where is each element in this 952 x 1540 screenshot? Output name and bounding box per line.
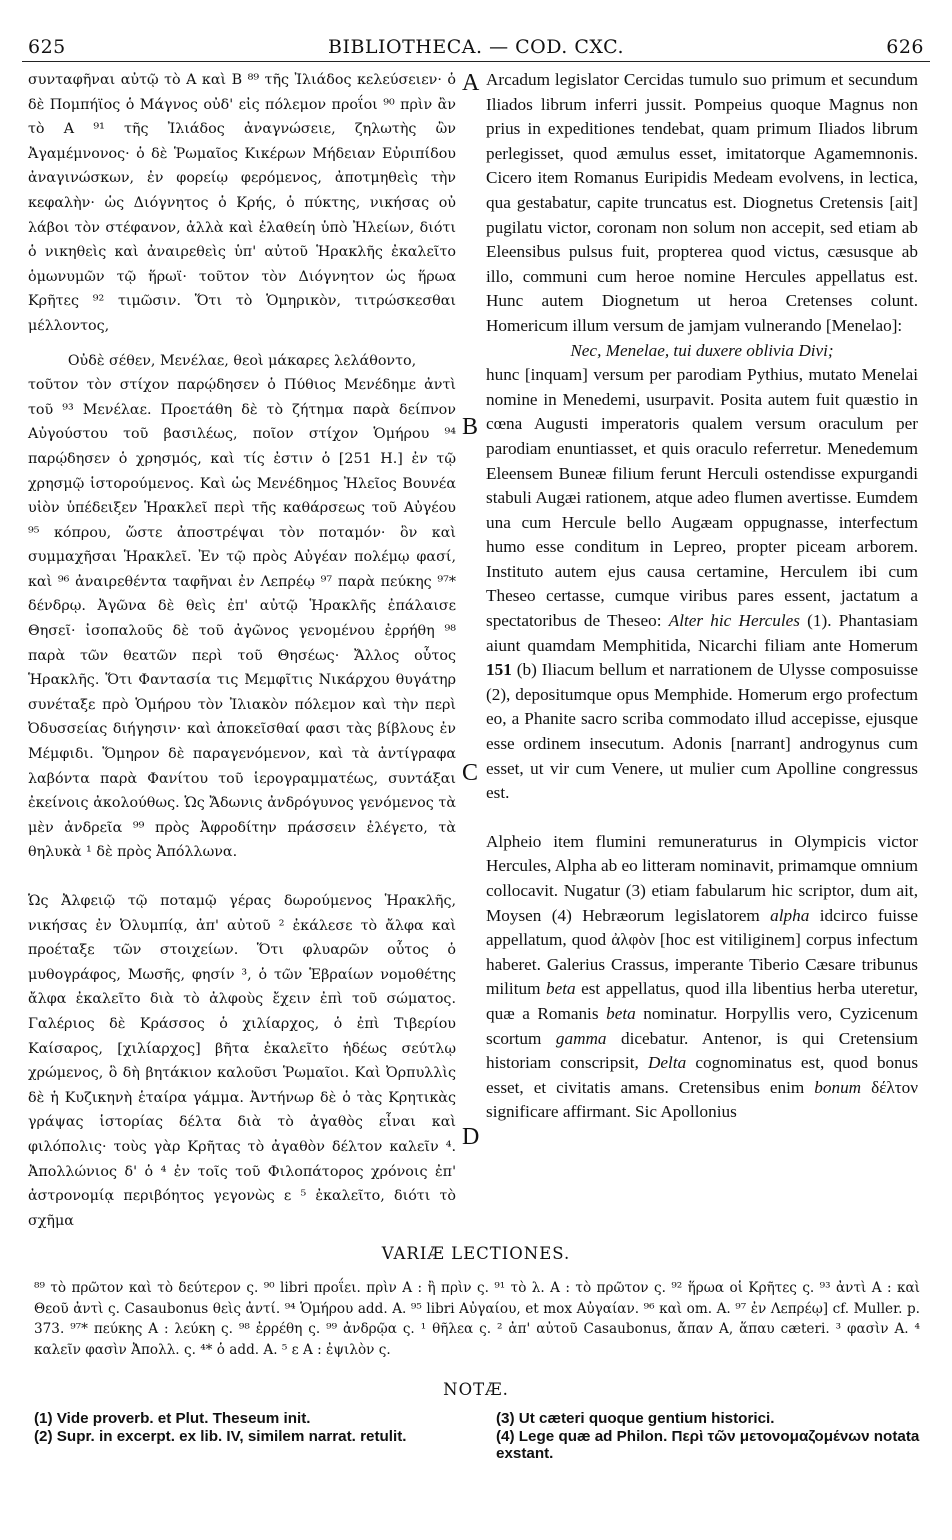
- greek-column: [28, 68, 456, 1233]
- page-number-left: 625: [28, 36, 66, 58]
- note-3: (3) Ut cæteri quoque gentium historici.: [496, 1410, 775, 1427]
- latin-text: (1). Phantasiam aiunt quamdam Memphitida, Nicarchi filiam ante Homerum: [486, 611, 918, 655]
- running-title: BIBLIOTHECA. — COD. CXC.: [328, 36, 624, 58]
- latin-paragraph-1: Arcadum legislator Cercidas tumulo suo primum et secundum Iliados librum inferri jussit. Pompeius quoque Magnus non prius in expeditiones tendebat, quam primum Iliados librum perlegisset, quod æmulus esset, imitatorque Agamemnonis. Cicero item Romanus Euripidis Medeam evolvens, in lectica, qua gestabatur, capite truncatus est. Diognetus Cretensis [ait] pugilatu victor, coronam non solum non accepit, sed etiam ab Eleensibus pulsus fuit, propterea quod victus, cæsusque ab illo, communi cum heroe nomine Hercules appellatus est. Hunc autem Diognetum ut heroa Cretenses colunt. Homericum illum versum de jamjam vulnerando [Menelao]:: [486, 70, 918, 335]
- notae-title: NOTÆ.: [443, 1380, 509, 1399]
- latin-text: nominatur. Horpyllis vero, Cyzicenum scortum: [486, 1003, 919, 1048]
- notes-right: [496, 1410, 920, 1463]
- page-reference-number: 151: [486, 660, 512, 680]
- latin-text: est appellatus, quod illa libentius herba uteretur, quæ a Romanis: [486, 979, 919, 1023]
- latin-verse: [486, 339, 918, 364]
- variae-text: ⁸⁹ τὸ πρῶτον καὶ τὸ δεύτερον ς. ⁹⁰ libri προΐει. πρὶν A : ἢ πρὶν ς. ⁹¹ τὸ λ. A : τὸ πρῶτον ς. ⁹² ἥρωα οἱ Κρῆτες ς. ⁹³ ἀντὶ A : καὶ Θεοῦ ἀντὶ ς. Casaubonus θεὶς ἀντί. ⁹⁴ Ὁμήρου add. A. ⁹⁵ libri Αὐγαίου, et mox Αὐγαίαν. ⁹⁶ καὶ om. A. ⁹⁷ ἐν Λεπρέῳ] cf. Muller. p. 373. ⁹⁷* πεύκης A : λεύκη ς. ⁹⁸ ἐρρέθη ς. ⁹⁹ ἀνδρῷα ς. ¹ θῆλεα ς. ² ἀπ' αὐτοῦ Casaubonus, ἄπαν A, ἅπαυ cæteri. ³ φασὶν A. ⁴ καλεῖν φασὶν Ἀπολλ. ς. ⁴* ὁ add. A. ⁵ ε A : ἐψιλὸν ς.: [34, 1280, 920, 1358]
- latin-italic: bonum: [814, 1077, 862, 1097]
- greek-paragraph-3: Ὡς Ἀλφειῷ τῷ ποταμῷ γέρας δωρούμενος Ἡρακλῆς, νικήσας ἐν Ὀλυμπίᾳ, ἀπ' αὐτοῦ ² ἐκάλεσε τὸ ἄλφα καὶ προέταξε τῶν στοιχείων. Ὅτι φλυαρῶν οὗτος ὁ μυθογράφος, Μωσῆς, φησίν ³, ὁ τῶν Ἑβραίων νομοθέτης ἄλφα ἐκαλεῖτο διὰ τὸ ἀλφοὺς ἔχειν ἐπὶ τοῦ σώματος. Γαλέριος δὲ Κράσσος ὁ χιλίαρχος, ὁ ἐπὶ Τιβερίου Καίσαρος, [χιλίαρχος] βῆτα ἐκαλεῖτο ἡδέως σεύτλῳ χρώμενος, ὃ δὴ βητάκιον καλοῦσι Ῥωμαῖοι. Καὶ Ὀρπυλλὶς δὲ ἡ Κυζικηνὴ ἑταίρα γάμμα. Ἀντήνωρ δὲ ὁ τὰς Κρητικὰς γράψας ἱστορίας δέλτα διὰ τὸ ἀγαθὸς εἶναι καὶ φιλόπολις· τοὺς γὰρ Κρῆτας τὸ ἀγαθὸν δέλτον καλεῖν ⁴. Ἀπολλώνιος δ' ὁ ⁴ ἐν τοῖς τοῦ Φιλοπάτορος χρόνοις ἐπ' ἀστρονομίᾳ περιβόητος γεγονὼς ε ⁵ ἐκαλεῖτο, διότι τὸ σχῆμα: [28, 893, 456, 1229]
- greek-verse: Οὐδὲ σέθεν, Μενέλαε, θεοὶ μάκαρες λελάθοντο,: [67, 352, 417, 369]
- latin-verse-text: Nec, Menelae, tui duxere oblivia Divi;: [570, 340, 834, 360]
- latin-italic: beta: [545, 979, 576, 999]
- latin-italic: gamma: [555, 1028, 607, 1048]
- latin-text: idcirco fuisse appellatum, quod ἀλφὸν [hoc est vitiliginem] corpus infectum haberet. Galerius Crassus, imperante Tiberio Cæsare tribunus militum: [486, 905, 918, 999]
- greek-paragraph-1: συνταφῆναι αὐτῷ τὸ Α καὶ Β ⁸⁹ τῆς Ἰλιάδος κελεύσειεν· ὁ δὲ Πομπήϊος ὁ Μάγνος οὐδ' εἰς πόλεμον προΐοι ⁹⁰ πρὶν ἂν τὸ Α ⁹¹ τῆς Ἰλιάδος ἀναγνώσειε, ζηλωτὴς ὢν Ἀγαμέμνονος· ὁ δὲ Ῥωμαῖος Κικέρων Μήδειαν Εὐριπίδου ἀναγινώσκων, ἐν φορείῳ φερόμενος, ἀποτμηθεὶς τὴν κεφαλὴν· ὡς Διόγνητος ὁ Κρής, ὁ πύκτης, νικήσας οὐ λάβοι τὸν στέφανον, ἀλλὰ καὶ ἐλαθείη ὑπὸ Ἠλείων, διότι ὁ νικηθεὶς καὶ ἀναιρεθεὶς ὑπ' αὐτοῦ Ἡρακλῆς ἐκαλεῖτο ὁμωνυμῶν τῷ ἥρωϊ· τοῦτον τὸν Διόγνητον ὡς ἥρωα Κρῆτες ⁹² τιμῶσιν. Ὅτι τὸ Ὁμηρικὸν, τιτρώσκεσθαι μέλλοντος,: [28, 72, 456, 334]
- latin-italic: alpha: [770, 905, 810, 925]
- latin-italic: Delta: [648, 1053, 687, 1073]
- paragraph-gap: [486, 806, 918, 830]
- latin-text: δέλτον significare affirmant. Sic Apollonius: [486, 1077, 919, 1122]
- page-number-right: 626: [886, 36, 924, 58]
- variae-lectiones: [34, 1278, 920, 1360]
- latin-paragraph-3: [486, 830, 918, 1125]
- margin-marker-d: D: [462, 1124, 480, 1150]
- margin-marker-b: B: [462, 414, 479, 440]
- latin-italic: beta: [606, 1003, 636, 1023]
- latin-text: dicebatur. Antenor, is qui Cretensium historiam conscripsit,: [486, 1028, 919, 1073]
- latin-text: Alpheio item flumini remuneraturus in Olympicis victor Hercules, Alpha ab eo litteram nominavit, primamque omnium collocavit. Nugatur (3) etiam fabularum hic scriptor, dum ait, Moysen (4) Hebræorum legislatorem: [486, 831, 918, 925]
- latin-text: cognominatus est, quod bonus esset, et civitatis amans. Cretensibus enim: [486, 1053, 919, 1097]
- note-2: (2) Supr. in excerpt. ex lib. IV, similem narrat. retulit.: [34, 1427, 407, 1445]
- latin-paragraph-2: [486, 363, 918, 806]
- notes-left: [34, 1410, 466, 1445]
- latin-text: (b) Iliacum bellum et narrationem de Ulysse composuisse (2), depositumque opus Memphide. Homerum ergo profectum eo, a Phanite sacro scriba commodato illud accepisse, ejusque esse ordinem insecutum. Adonis [narrant] androgynus cum esset, ut vir cum Venere, ut mulier cum Apolline congressus est.: [486, 660, 919, 803]
- paragraph-gap: [28, 865, 456, 889]
- latin-text: hunc [inquam] versum per parodiam Pythius, mutato Menelai nomine in Menedemi, usurpavit. Posita autem fuit quæstio in cœna Augusti imperatoris qualem versum oraculum per parodiam enuntiasset, et quis oraculo referretur. Menedemum Eleensem Buneæ filium ferunt Herculi ostendisse expurgandi stabuli Augæi rationem, atque adeo flumen avertisse. Eumdem una cum Hercule bello Augæam oppugnasse, interfectum humo esse conditum in Lepreo, propter piceam arborem. Instituto autem ejus causa certamine, Herculem ibi cum Theseo certasse, cumque viribus pares essent, jactatum a spectatoribus de Theseo:: [486, 365, 918, 631]
- note-4: (4) Lege quæ ad Philon. Περὶ τῶν μετονομαζομένων notata exstant.: [496, 1427, 920, 1463]
- latin-italic: Alter hic Hercules: [668, 611, 800, 631]
- margin-marker-a: A: [462, 70, 480, 96]
- header-rule: [22, 61, 930, 62]
- margin-marker-c: C: [462, 760, 479, 786]
- variae-lectiones-title: VARIÆ LECTIONES.: [381, 1244, 571, 1263]
- latin-column: [486, 68, 918, 1125]
- note-1: (1) Vide proverb. et Plut. Theseum init.: [34, 1410, 311, 1427]
- greek-paragraph-2: τοῦτον τὸν στίχον παρῴδησεν ὁ Πύθιος Μενέδημε ἀντὶ τοῦ ⁹³ Μενέλαε. Προετάθη δὲ τὸ ζήτημα παρὰ δείπνον Αὐγούστου τοῦ βασιλέως, ποῖον στίχον Ὁμήρου ⁹⁴ παρῴδησεν ὁ χρησμός, καὶ τίς ἐστιν ὁ [251 H.] ἐν τῷ χρησμῷ ἱστορούμενος. Καὶ ὡς Μενέδημος Ἠλεῖος Βουνέα υἱὸν ὑπέδειξεν Ἡρακλεῖ περὶ τῆς καθάρσεως τοῦ Αὐγέου ⁹⁵ κόπρου, ὥστε ἀποστρέψαι τὸν ποταμόν· ὃν καὶ συμμαχῆσαι Ἡρακλεῖ. Ἐν τῷ πρὸς Αὐγέαν πολέμῳ φασί, καὶ ⁹⁶ ἀναιρεθέντα ταφῆναι ἐν Λεπρέῳ ⁹⁷ παρὰ πεύκης ⁹⁷* δένδρῳ. Ἀγῶνα δὲ θεὶς ἐπ' αὐτῷ Ἡρακλῆς ἐπάλαισε Θησεῖ· ἰσοπαλοῦς δὲ τοῦ ἀγῶνος γενομένου ἐρρήθη ⁹⁸ παρὰ τῶν θεατῶν περὶ τοῦ Θησέως· Ἄλλος οὗτος Ἡρακλῆς. Ὅτι Φαντασία τις Μεμφῖτις Νικάρχου θυγάτηρ συνέταξε πρὸ Ὁμήρου τὸν Ἰλιακὸν πόλεμον καὶ τὴν περὶ Ὀδυσσείας διήγησιν· καὶ ἀποκεῖσθαί φασι τὰς βίβλους ἐν Μέμφιδι. Ὅμηρον δὲ παραγενόμενον, καὶ τὰ ἀντίγραφα λαβόντα παρὰ Φανίτου τοῦ ἱερογραμματέως, συντάξαι ἐκείνοις ἀκολούθως. Ὡς Ἄδωνις ἀνδρόγυνος γενόμενος τὰ μὲν ἀνδρεῖα ⁹⁹ πρὸς Ἀφροδίτην πράσσειν ἐλέγετο, τὰ θηλυκὰ ¹ δὲ πρὸς Ἀπόλλωνα.: [28, 377, 456, 861]
